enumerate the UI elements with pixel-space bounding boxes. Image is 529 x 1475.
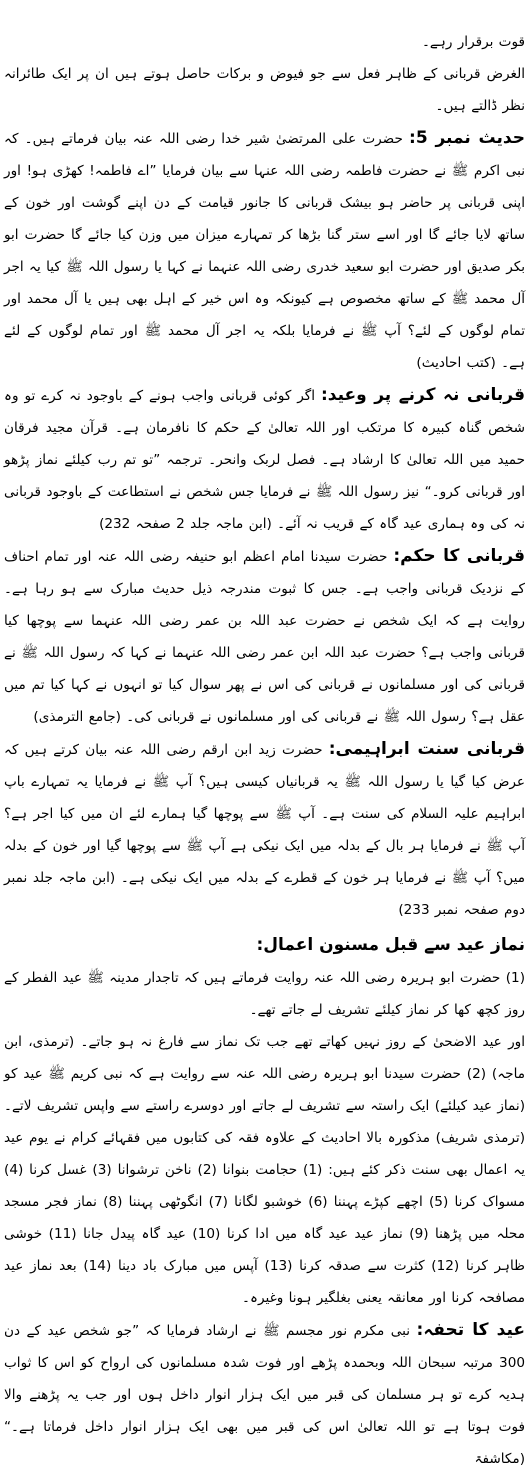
- ruling-heading: قربانی کا حکم:: [393, 546, 525, 566]
- gift-text: نبی مکرم نور مجسم ﷺ نے ارشاد فرمایا کہ ”جو شخص عید کے دن 300 مرتبہ سبحان اللہ وبحمدہ پڑھے اور فوت شدہ مسلمانوں کی ارواح کو اس کا ثواب ہدیہ کرے تو ہر مسلمان کی قبر میں ایک ہزار انوار داخل ہوں اور جب یہ پڑھنے والا فوت ہوتا ہے تو اللہ تعالیٰ اس کی قبر میں بھی ایک ہزار انوار داخل فرماتا ہے۔“ (مکاشفۃ: [4, 1323, 525, 1467]
- ruling-paragraph: [4, 540, 525, 733]
- intro-paragraph: الغرض قربانی کے ظاہر فعل سے جو فیوض و برکات حاصل ہوتے ہیں ان پر ایک طائرانہ نظر ڈالتے ہیں۔: [4, 66, 525, 114]
- eid-acts-paragraph-1: (1) حضرت ابو ہریرہ رضی اللہ عنہ روایت فرماتے ہیں کہ تاجدار مدینہ ﷺ عید الفطر کے روز کچھ کھا کر نماز کیلئے تشریف لے جاتے تھے۔: [4, 970, 525, 1018]
- top-line: قوت برقرار رہے۔: [421, 34, 525, 50]
- hadith-5-text: حضرت علی المرتضیٰ شیر خدا رضی اللہ عنہ بیان فرماتے ہیں۔ کہ نبی اکرم ﷺ نے حضرت فاطمہ رضی اللہ عنہا سے بیان فرمایا ”اے فاطمہ! کھڑی ہو! اور اپنی قربانی پر حاضر ہو بیشک قربانی کا جانور قیامت کے دن اپنے گوشت اور خون کے ساتھ لایا جائے گا اور اسے ستر گنا بڑھا کر تمہارے میزان میں وزن کیا جائے گا حضرت ابو بکر صدیق اور حضرت ابو سعید خدری رضی اللہ عنہما نے کہا یا رسول اللہ ﷺ کیا یہ اجر آل محمد ﷺ کے ساتھ مخصوص ہے کیونکہ وہ اس خیر کے اہل بھی ہیں یا آل محمد اور تمام لوگوں کے لئے؟ آپ ﷺ نے فرمایا بلکہ یہ اجر آل محمد ﷺ اور تمام لوگوں کے لئے ہے۔ (کتب احادیث): [4, 131, 525, 371]
- sunnah-paragraph: [4, 733, 525, 926]
- hadith-5-heading: حدیث نمبر 5:: [409, 128, 525, 148]
- gift-paragraph: [4, 1314, 525, 1475]
- gift-heading: عید کا تحفہ:: [416, 1320, 526, 1340]
- warning-paragraph: [4, 379, 525, 540]
- eid-acts-heading: نماز عید سے قبل مسنون اعمال:: [256, 935, 525, 955]
- warning-text: اگر کوئی قربانی واجب ہونے کے باوجود نہ کرے تو وہ شخص گناہ کبیرہ کا مرتکب اور اللہ تعالیٰ کے حکم کا نافرمان ہے۔ قرآن مجید فرقان حمید میں اللہ تعالیٰ کا ارشاد ہے۔ فصل لربک وانحر۔ ترجمہ ”تو تم رب کیلئے نماز پڑھو اور قربانی کرو۔“ نیز رسول اللہ ﷺ نے فرمایا جس شخص نے استطاعت کے باوجود قربانی نہ کی وہ ہماری عید گاہ کے قریب نہ آئے۔ (ابن ماجہ جلد 2 صفحہ 232): [4, 388, 525, 532]
- ruling-text: حضرت سیدنا امام اعظم ابو حنیفہ رضی اللہ عنہ اور تمام احناف کے نزدیک قربانی واجب ہے۔ جس کا ثبوت مندرجہ ذیل حدیث مبارک سے ہو رہا ہے۔ روایت ہے کہ ایک شخص نے حضرت عبد اللہ بن عمر رضی اللہ عنہما سے پوچھا کیا قربانی واجب ہے؟ حضرت عبد اللہ ابن عمر رضی اللہ عنہما نے کہا کہ رسول اللہ ﷺ نے قربانی کی اور مسلمانوں نے قربانی کی اس نے پھر سوال کیا تو انہوں نے کہا کیا تم میں عقل ہے؟ رسول اللہ ﷺ نے قربانی کی اور مسلمانوں نے قربانی کی۔ (جامع الترمذی): [4, 549, 525, 725]
- eid-acts-paragraph-2: اور عید الاضحیٰ کے روز نہیں کھاتے تھے جب تک نماز سے فارغ نہ ہو جاتے۔ (ترمذی، ابن ماجہ) (2) حضرت سیدنا ابو ہریرہ رضی اللہ عنہ سے روایت ہے کہ نبی کریم ﷺ عید کو (نماز عید کیلئے) ایک راستہ سے تشریف لے جاتے اور دوسرے راستے سے واپس تشریف لاتے۔ (ترمذی شریف) مذکورہ بالا احادیث کے علاوہ فقہ کی کتابوں میں فقہائے کرام نے یوم عید یہ اعمال بھی سنت ذکر کئے ہیں: (1) حجامت بنوانا (2) ناخن ترشوانا (3) غسل کرنا (4) مسواک کرنا (5) اچھے کپڑے پہننا (6) خوشبو لگانا (7) انگوٹھی پہننا (8) نماز فجر مسجد محلہ میں پڑھنا (9) نماز عید عید گاہ میں ادا کرنا (10) عید گاہ پیدل جانا (11) خوشی ظاہر کرنا (12) کثرت سے صدقہ کرنا (13) آپس میں مبارک باد دینا (14) بعد نماز عید مصافحہ کرنا اور معانقہ یعنی بغلگیر ہونا وغیرہ۔: [4, 1034, 525, 1306]
- hadith-5-paragraph: [4, 122, 525, 379]
- sunnah-text: حضرت زید ابن ارقم رضی اللہ عنہ بیان کرتے ہیں کہ عرض کیا گیا یا رسول اللہ ﷺ یہ قربانیاں کیسی ہیں؟ آپ ﷺ نے فرمایا یہ تمہارے باپ ابراہیم علیہ السلام کی سنت ہے۔ آپ ﷺ سے پوچھا گیا ہمارے لئے ان میں کیا اجر ہے؟ آپ ﷺ نے فرمایا ہر بال کے بدلہ میں ایک نیکی ہے آپ ﷺ سے پوچھا گیا اور خون کے بدلہ میں؟ آپ ﷺ نے فرمایا ہر خون کے قطرے کے بدلہ میں ایک نیکی ہے۔ (ابن ماجہ جلد نمبر دوم صفحہ نمبر 233): [4, 742, 525, 918]
- warning-heading: قربانی نہ کرنے پر وعید:: [320, 385, 525, 405]
- sunnah-heading: قربانی سنت ابراہیمی:: [328, 739, 525, 759]
